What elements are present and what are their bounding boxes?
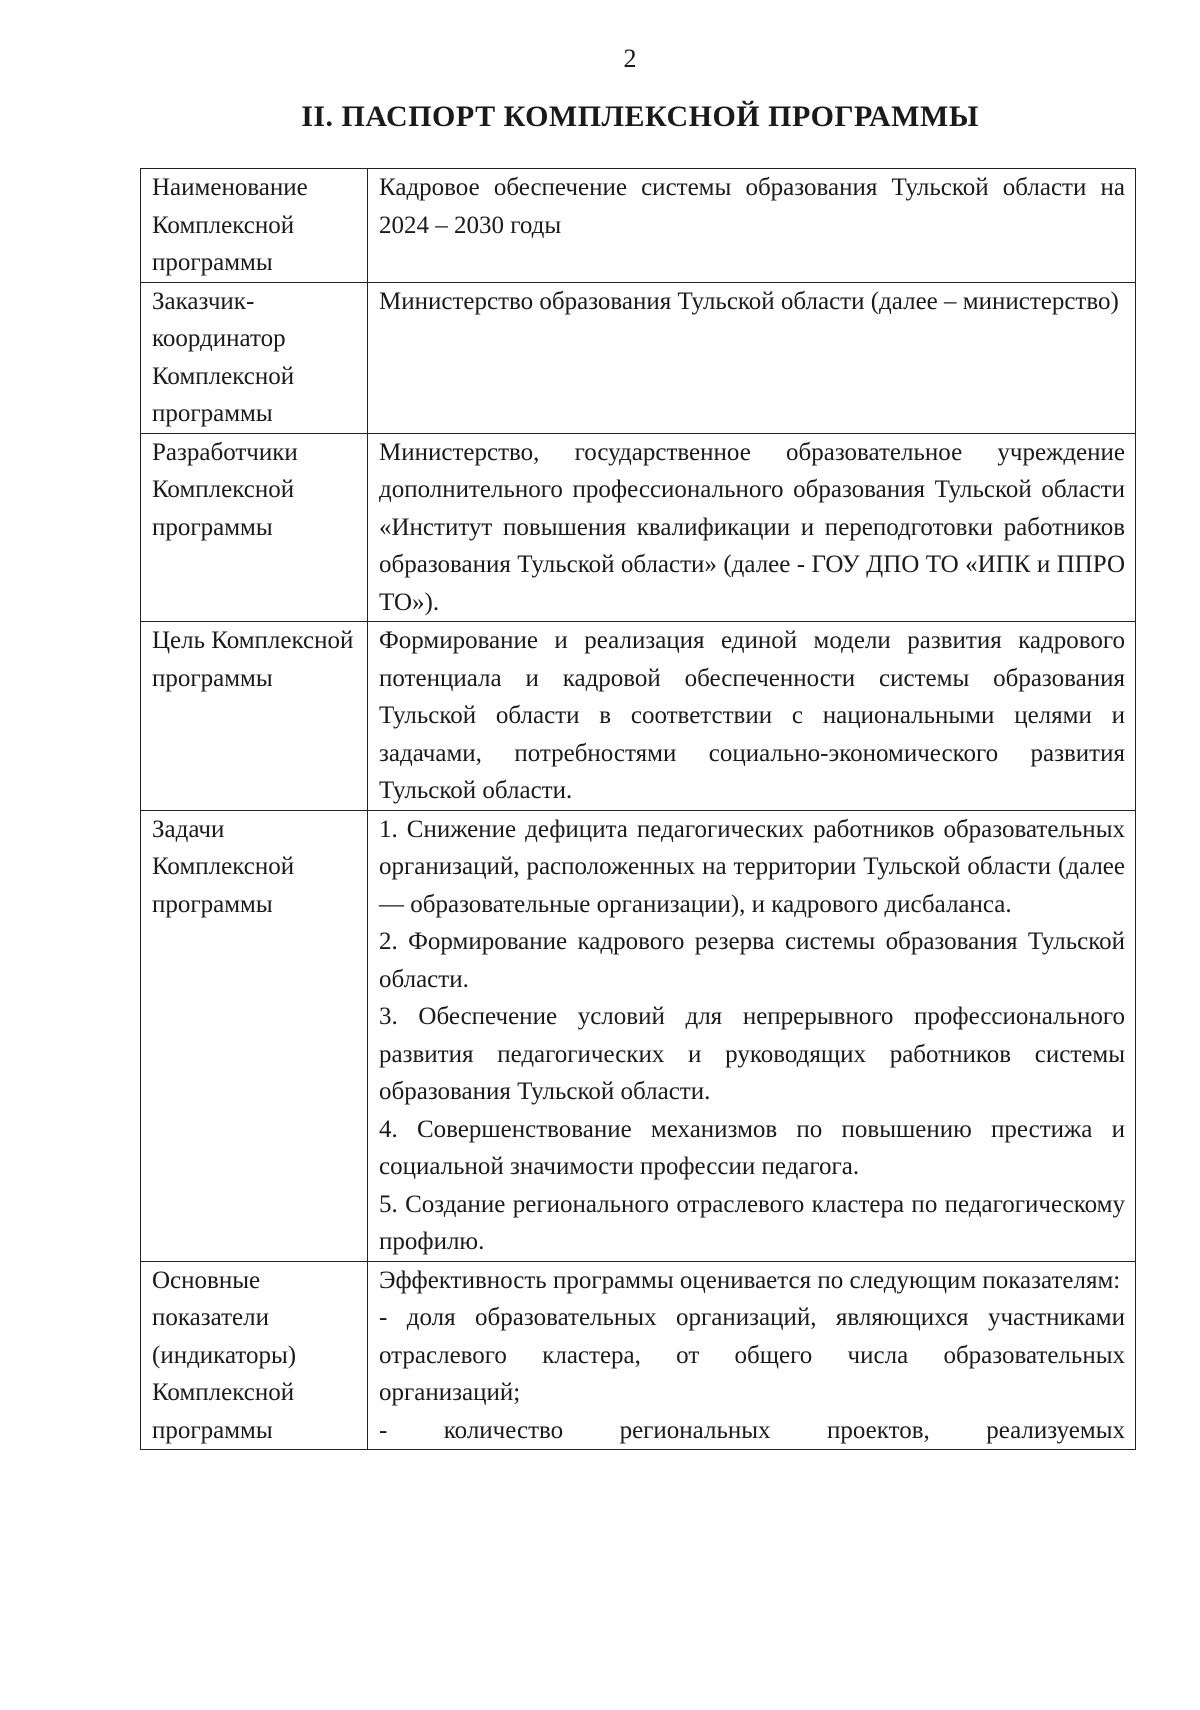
row-content xyxy=(368,282,1136,433)
table-row xyxy=(141,810,1136,1261)
content-paragraph: 4. Совершенствование механизмов по повышению престижа и социальной значимости профессии педагога. xyxy=(379,1115,1125,1180)
table-row xyxy=(141,1261,1136,1450)
row-label: Основные показатели (индикаторы) Комплексной программы xyxy=(141,1261,368,1450)
content-paragraph: Кадровое обеспечение системы образования Тульской области на 2024 – 2030 годы xyxy=(379,174,1125,239)
row-label: Заказчик-координатор Комплексной программы xyxy=(141,282,368,433)
content-paragraph: Формирование и реализация единой модели развития кадрового потенциала и кадровой обеспеченности системы образования Тульской области в соответствии с национальными целями и задачами, потребностями социально-экономического развития Тульской области. xyxy=(379,627,1125,804)
table-row xyxy=(141,169,1136,283)
content-paragraph: 3. Обеспечение условий для непрерывного профессионального развития педагогических и руководящих работников системы образования Тульской области. xyxy=(379,1003,1125,1105)
passport-table xyxy=(140,168,1136,1450)
document-title: II. ПАСПОРТ КОМПЛЕКСНОЙ ПРОГРАММЫ xyxy=(301,100,979,133)
content-paragraph: - количество региональных проектов, реализуемых xyxy=(379,1416,1125,1444)
row-content xyxy=(368,622,1136,811)
row-content xyxy=(368,1261,1136,1450)
table-row xyxy=(141,282,1136,433)
row-content xyxy=(368,810,1136,1261)
row-label: Наименование Комплексной программы xyxy=(141,169,368,283)
content-paragraph: Министерство, государственное образовательное учреждение дополнительного профессионального образования Тульской области «Институт повышения квалификации и переподготовки работников образования Тульской области» (далее - ГОУ ДПО ТО «ИПК и ППРО ТО»). xyxy=(379,438,1125,616)
table-row xyxy=(141,622,1136,811)
content-paragraph: 1. Снижение дефицита педагогических работников образовательных организаций, расположенных на территории Тульской области (далее — образовательные организации), и кадрового дисбаланса. xyxy=(379,815,1125,918)
table-row xyxy=(141,433,1136,622)
content-paragraph: Министерство образования Тульской области (далее – министерство) xyxy=(379,287,1119,315)
row-label: Цель Комплексной программы xyxy=(141,622,368,811)
content-paragraph: - доля образовательных организаций, являющихся участниками отраслевого кластера, от общего числа образовательных организаций; xyxy=(379,1304,1125,1406)
row-content xyxy=(368,169,1136,283)
content-paragraph: Эффективность программы оценивается по следующим показателям: xyxy=(379,1266,1121,1294)
row-content xyxy=(368,433,1136,622)
page-number: 2 xyxy=(623,44,637,73)
row-label: Разработчики Комплексной программы xyxy=(141,433,368,622)
content-paragraph: 2. Формирование кадрового резерва системы образования Тульской области. xyxy=(379,928,1125,993)
content-paragraph: 5. Создание регионального отраслевого кластера по педагогическому профилю. xyxy=(379,1190,1125,1255)
row-label: Задачи Комплексной программы xyxy=(141,810,368,1261)
